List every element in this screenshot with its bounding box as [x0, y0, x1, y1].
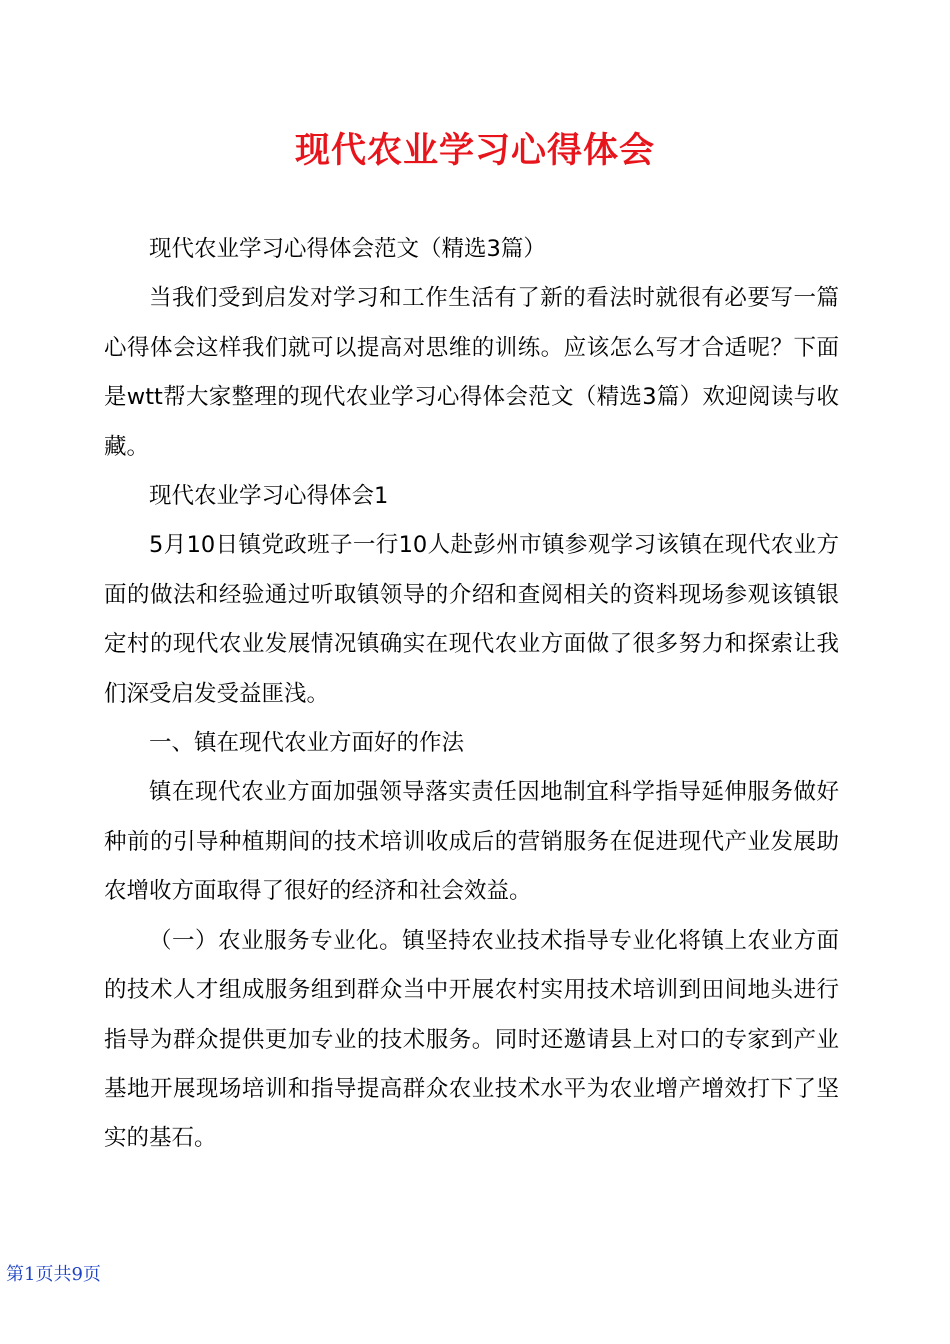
paragraph-section-heading: 现代农业学习心得体会1 — [149, 483, 389, 510]
paragraph-intro: 当我们受到启发对学习和工作生活有了新的看法时就很有必要写一篇心得体会这样我们就可以提高对思维的训练。应该怎么写才合适呢？下面是wtt帮大家整理的现代农业学习心得体会范文（精选3篇）欢迎阅读与收藏。 — [104, 285, 839, 460]
paragraph-practices: 镇在现代农业方面加强领导落实责任因地制宜科学指导延伸服务做好种前的引导种植期间的技术培训收成后的营销服务在促进现代产业发展助农增收方面取得了很好的经济和社会效益。 — [104, 779, 839, 905]
document-body — [104, 225, 839, 1164]
paragraph-visit: 5月10日镇党政班子一行10人赴彭州市镇参观学习该镇在现代农业方面的做法和经验通过听取镇领导的介绍和查阅相关的资料现场参观该镇银定村的现代农业发展情况镇确实在现代农业方面做了很多努力和探索让我们深受启发受益匪浅。 — [104, 532, 839, 707]
document-title: 现代农业学习心得体会 — [294, 131, 655, 172]
paragraph-heading-practices: 一、镇在现代农业方面好的作法 — [149, 730, 465, 757]
paragraph-service-specialization: （一）农业服务专业化。镇坚持农业技术指导专业化将镇上农业方面的技术人才组成服务组到群众当中开展农村实用技术培训到田间地头进行指导为群众提供更加专业的技术服务。同时还邀请县上对口的专家到产业基地开展现场培训和指导提高群众农业技术水平为农业增产增效打下了坚实的基石。 — [104, 927, 839, 1152]
paragraph-subtitle: 现代农业学习心得体会范文（精选3篇） — [149, 236, 546, 262]
page-indicator: 第1页共9页 — [6, 1264, 101, 1285]
